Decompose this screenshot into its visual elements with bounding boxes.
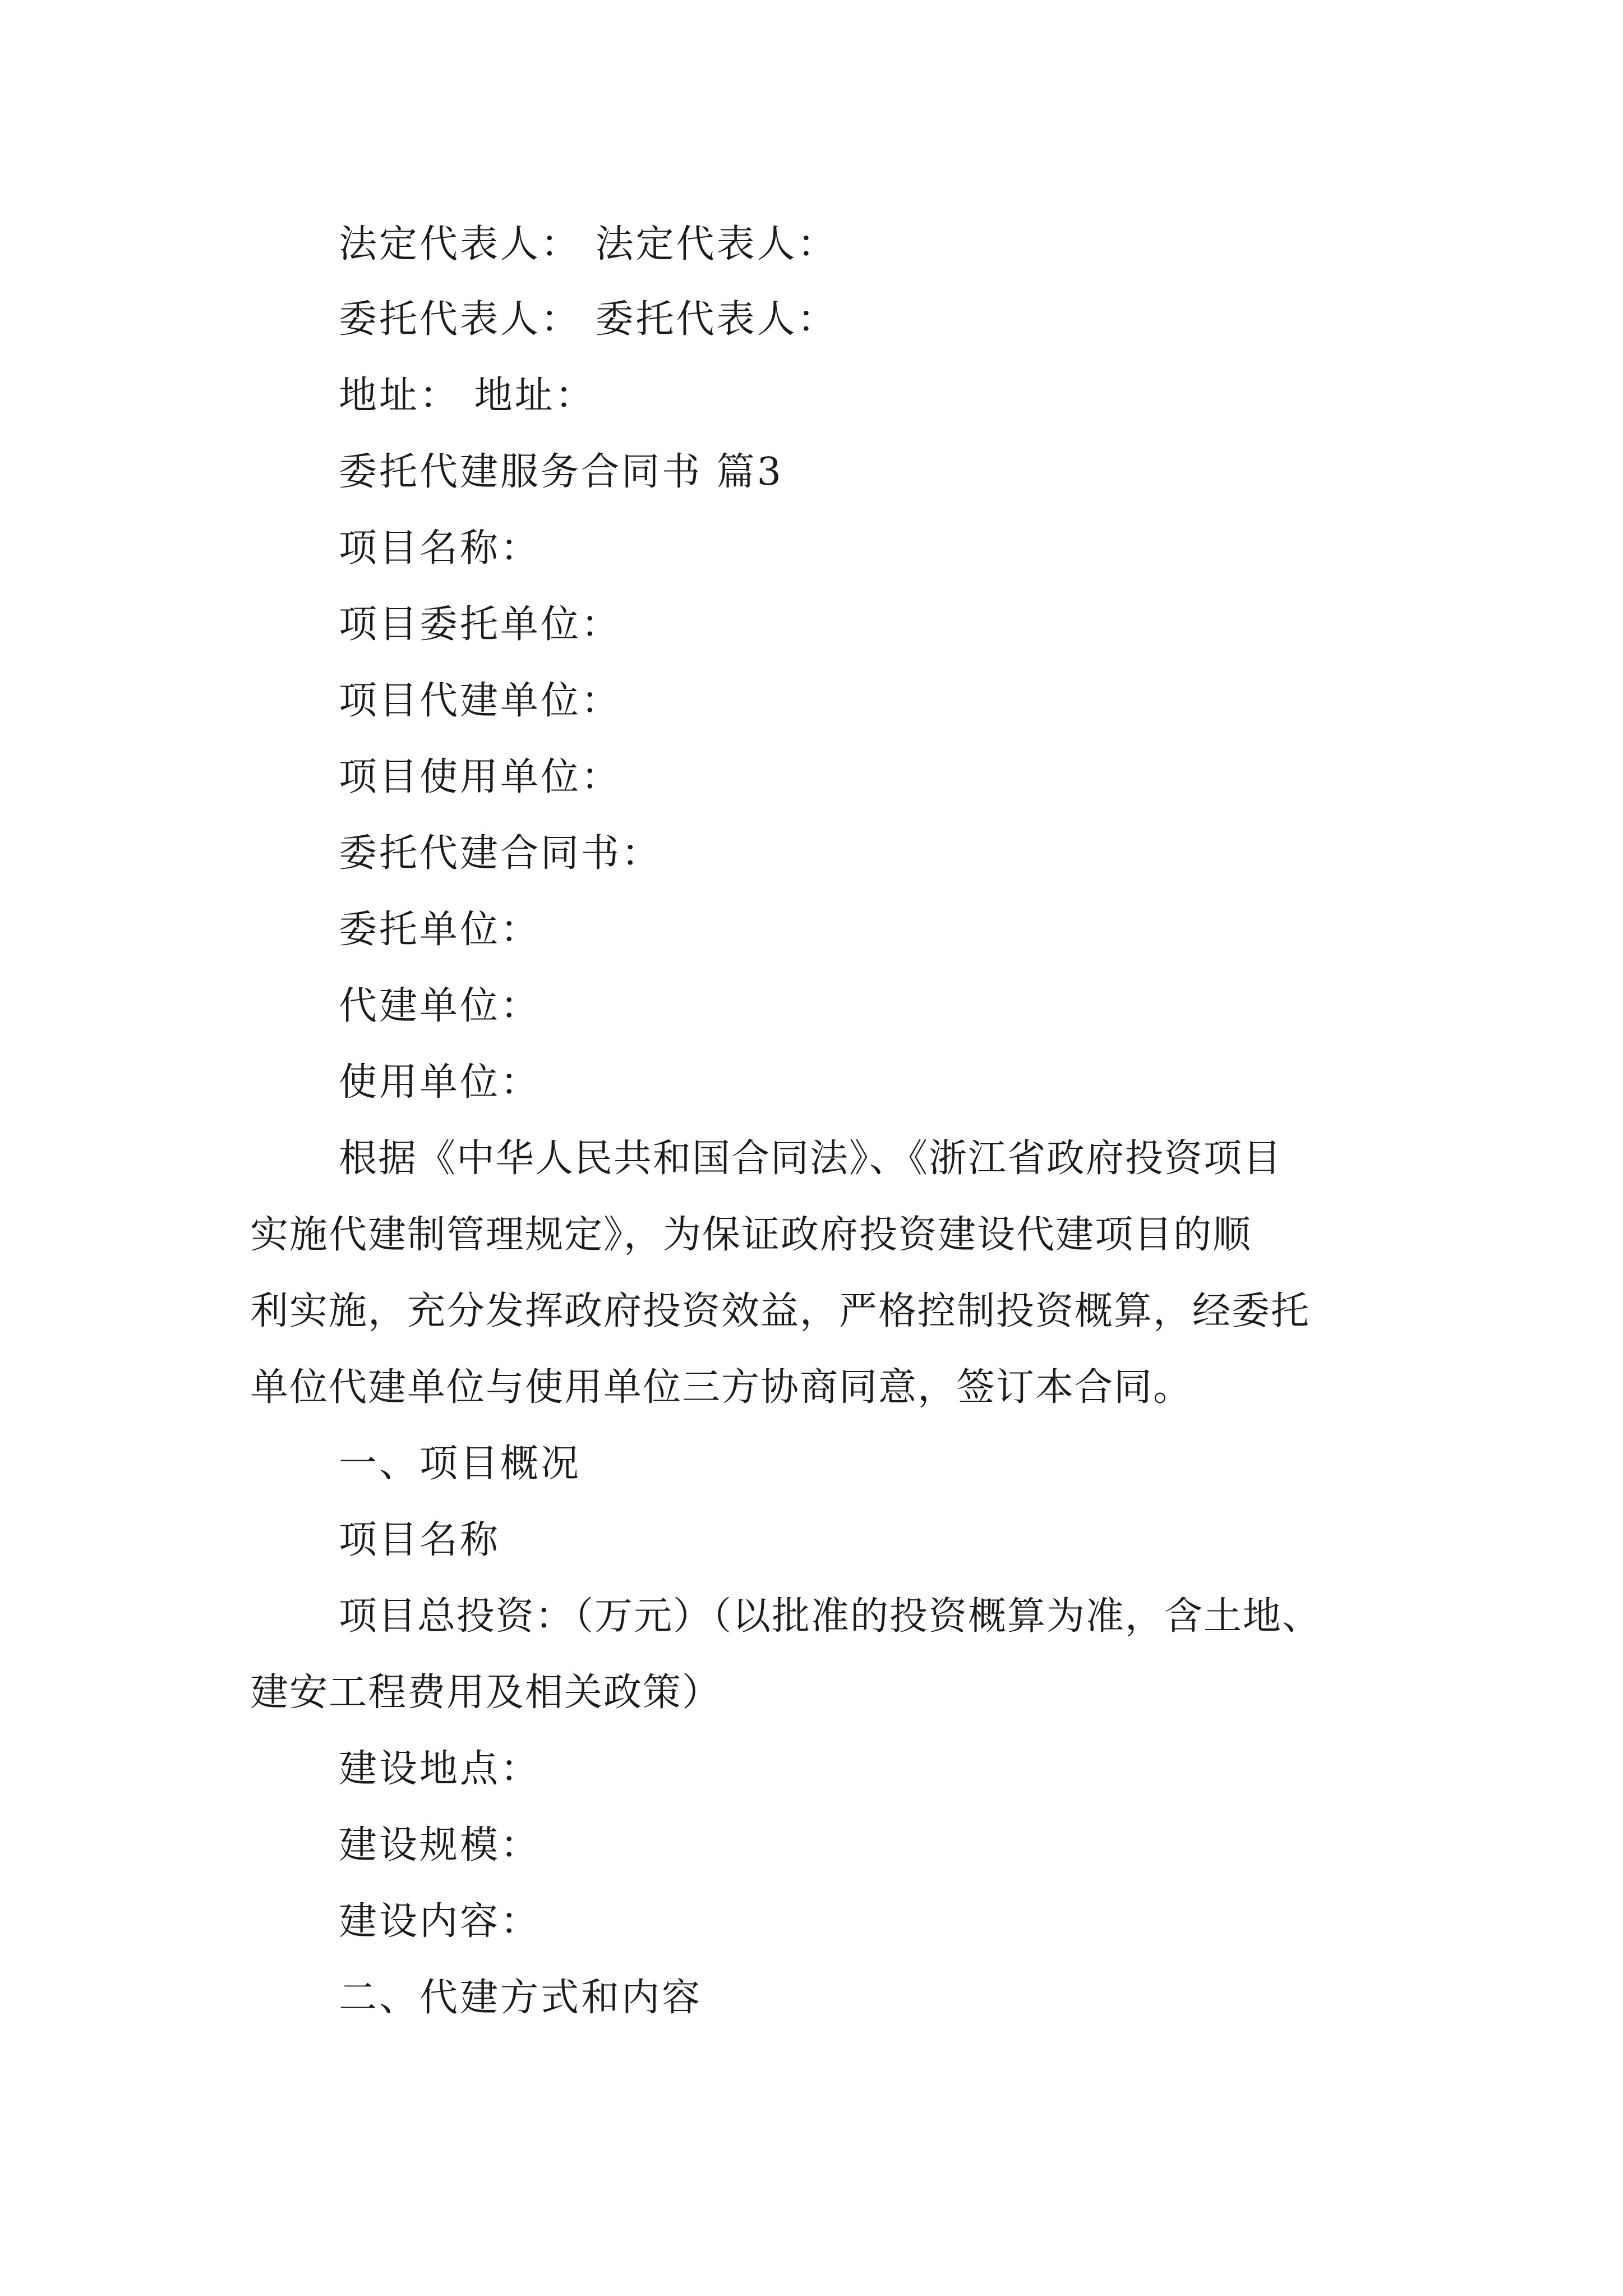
text-line: 项目名称：: [339, 526, 541, 570]
paragraph-line: 项目总投资：（万元）（以批准的投资概算为准，含土地、: [339, 1594, 1322, 1639]
text-line: 建设地点：: [339, 1747, 541, 1791]
heading: 一、项目概况: [339, 1442, 582, 1486]
paragraph-line: 建安工程费用及相关政策）: [250, 1671, 722, 1715]
paragraph-line: 单位代建单位与使用单位三方协商同意，签订本合同。: [250, 1365, 1193, 1410]
text-line: 建设规模：: [339, 1823, 541, 1867]
paragraph-line: 根据《中华人民共和国合同法》、《浙江省政府投资项目: [339, 1137, 1283, 1181]
text-line: 法定代表人： 法定代表人：: [339, 222, 838, 266]
text-line: 委托代建合同书：: [339, 831, 662, 876]
text-line: 地址： 地址：: [339, 374, 596, 418]
text-line: 代建单位：: [339, 984, 541, 1028]
paragraph-line: 利实施，充分发挥政府投资效益，严格控制投资概算，经委托: [250, 1289, 1311, 1333]
section-title: 委托代建服务合同书 篇3: [339, 450, 783, 494]
text-line: 使用单位：: [339, 1060, 541, 1105]
text-line: 建设内容：: [339, 1899, 541, 1944]
text-line: 项目委托单位：: [339, 602, 622, 647]
text-line: 委托代表人： 委托代表人：: [339, 297, 838, 342]
text-line: 项目代建单位：: [339, 679, 622, 723]
text-line: 项目使用单位：: [339, 755, 622, 799]
heading: 二、代建方式和内容: [339, 1976, 703, 2020]
text-line: 项目名称: [339, 1518, 501, 1562]
paragraph-line: 实施代建制管理规定》，为保证政府投资建设代建项目的顺: [250, 1213, 1252, 1257]
text-line: 委托单位：: [339, 908, 541, 952]
